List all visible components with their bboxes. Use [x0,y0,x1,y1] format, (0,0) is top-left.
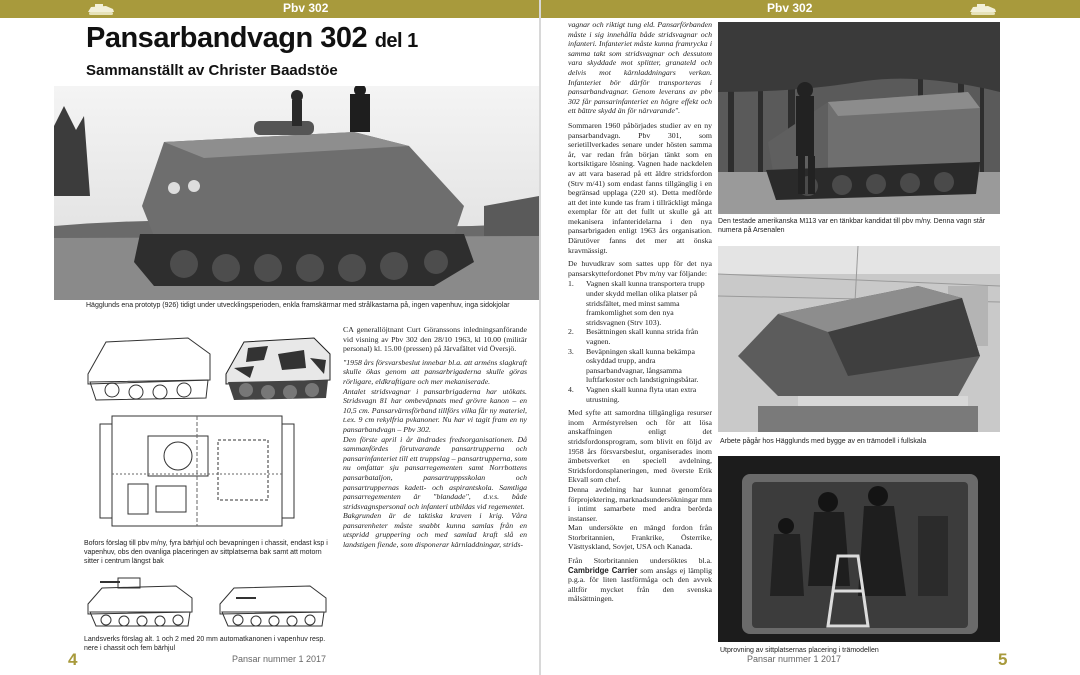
paragraph-department: Denna avdelning har kunnat genomföra förprojektering, marknadsundersökningar mm i intimt samarbete med andra berörda instanser. [568,484,712,523]
list-item: 3. Beväpningen skall kunna bekämpa oskyddad trupp, andra pansarbandvagnar, långsamma luftfarkoster och landstigningsbåtar. [568,346,699,385]
list-item: 2. Besättningen skall kunna strida från vagnen. [568,327,699,346]
paragraph-cambridge: Från Storbritannien undersöktes bl.a. Cambridge Carrier som ansågs ej lämplig p.g.a. för liten lastförmåga och den avvek alltför mycket från den svenska målsättningen. [568,556,713,604]
issue-label-left: Pansar nummer 1 2017 [232,654,327,664]
quote-3: Den förste april i år ändrades fredsorganisationen. Då sammanfördes förutvarande pansartrupperna och pansarinfanteriet till ett truppslag – pansartrupperna, som nu omfattar sju pansarregementen samt Norrbottens pansarbataljon, pansartruppsskolan och pansartruppernas kadett- och aspirantskola. Samtliga pansarregementen är "blandade", d.v.s. både stridsvagnspersonal och infanteri utbildas vid regementet. [343,434,527,511]
drawing-landsverk-proposal [80,568,334,632]
drawing-bofors-proposal [78,324,332,532]
quote-4: Bakgrunden är de taktiska kraven i krig. Våra pansarenheter måste snabbt kunna samlas från en utspridd gruppering och med samlad kraft slå en landstigen fiende, som disponerar kärnladdningar, strids- [343,511,527,550]
bold-cambridge-carrier: Cambridge Carrier [568,565,638,575]
caption-bofors: Bofors förslag till pbv m/ny, fyra bärhjul och bevapningen i chassit, endast ksp i vapenhuv, obs den ovanliga placeringen av sittplatserna bak samt att motorn sitter i centrum längst bak [84,540,328,565]
paragraph-studies: Sommaren 1960 påbörjades studier av en ny pansarbandvagn. Pbv 301, som serietillverkades senare under hösten samma år, var redan från början tänkt som en kortsiktigare lösning. Vagnen hade nackdelen av att vara baserad på ett äldre stridsfordon (Strv m/41) som endast fanns tillgänglig i en begränsad upplaga (220 st). Detta medförde att det inte kunde tas fram i tillräckligt många exemplar för att det fullt ut skulle gå att mekanisera infanteridelarna i den nya pansarbrigaden enligt 1963 års organisation. Därutöver fanns det mer att önska kravmässigt. [568,120,712,255]
article-title-main: Pansarbandvagn 302 [86,22,368,54]
page-gutter [539,0,541,675]
requirements-list [568,279,712,404]
paragraph-intro: CA generallöjtnant Curt Göranssons inledningsanförande vid visning av Pbv 302 den 28/10 1963, kl 10.00 (militär personal) kl. 15.00 (pressen) på Järvafältet vid Översjö. [343,325,527,354]
main-photo-prototype-926 [54,86,539,300]
tank-silhouette-icon [86,2,116,16]
article-title-part: del 1 [374,30,418,52]
photo-m113 [718,22,1000,214]
list-item: 1. Vagnen skall kunna transportera trupp under skydd mellan olika platser på stridsfältet, med minst samma framkomlighet som den nya stridsvagnen (Strv 103). [568,279,705,327]
page-number-left: 4 [68,650,78,669]
paragraph-requirements: De huvudkrav som sattes upp för det nya pansarskyttefordonet Pbv m/ny var följande: [568,259,712,278]
paragraph-coordination: Med syfte att samordna tillgängliga resurser inom Arméstyrelsen och för att lösa anskaffningen enligt det stridsfordonsprogram, som blivit en följd av 1958 års försvarsbeslut, organiserades inom ämbetsverket en speciell avdelning, Stridsfordonsplaneringen, med överste Erik Ekvall som chef. [568,408,712,485]
article-title [86,22,418,55]
left-header-label: Pbv 302 [283,1,329,15]
list-item: 4. Vagnen skall kunna flyta utan extra utrustning. [568,384,697,404]
issue-label-right: Pansar nummer 1 2017 [747,654,842,664]
text-column-2 [568,20,712,608]
paragraph-countries: Man undersökte en mängd fordon från Storbritannien, Frankrike, Österrike, Västtyskland, Sovjet, USA och Kanada. [568,523,712,552]
quote-5: vagnar och riktigt tung eld. Pansarförbanden måste i sig innehålla både stridsvagnar och infanteri. Infanteriet måste kunna framrycka i samma takt som stridsvagnar och dessutom vara skyddade mot splitter, granateld och delvis mot kärnladdningars verkan. Infanteriet bör därför transporteras i pansarbandvagnar. Genom leverans av pbv 302 får pansarinfanteriet en högre effekt och ett bättre skydd än för närvarande". [568,20,712,116]
caption-wood-model: Arbete pågår hos Hägglunds med bygge av en trämodell i fullskala [720,438,927,445]
quote-2: Antalet stridsvagnar i pansarbrigaderna har utökats. Stridsvagn 81 har ombeväpnats med grövre kanon – en 10,5 cm. Pansarvärnsförband tillförs vilka får ny materiel, t.ex. 9 cm rekylfria pvkanoner. Nu har vi tagit fram en ny pansarbandvagn – Pbv 302. [343,386,527,434]
quote-1: "1958 års försvarsbeslut innebar bl.a. att arméns slagkraft skulle ökas genom att pansarbrigaderna skulle göras rörligare, eldkraftigare och mer mekaniserade. [343,357,527,386]
text-column-1 [343,325,527,550]
tank-silhouette-icon [968,2,998,16]
photo-wood-model [718,246,1000,432]
article-subtitle: Sammanställt av Christer Baadstöe [86,62,338,79]
right-header-label: Pbv 302 [767,1,813,15]
right-header-bar [541,0,1080,18]
photo-seating-test [718,456,1000,642]
caption-seats: Utprovning av sittplatsernas placering i trämodellen [720,647,879,654]
left-header-bar [0,0,539,18]
caption-m113: Den testade amerikanska M113 var en tänkbar kandidat till pbv m/ny. Denna vagn står numera på Arsenalen [718,218,986,234]
caption-landsverk: Landsverks förslag alt. 1 och 2 med 20 mm automatkanonen i vapenhuv resp. nere i chassit och fem bärhjul [84,636,326,652]
page-number-right: 5 [998,650,1008,669]
caption-main-photo: Hägglunds ena prototyp (926) tidigt under utvecklingsperioden, enkla framskärmar med strålkastarna på, ingen vapenhuv, inga sidokjolar [86,302,510,309]
